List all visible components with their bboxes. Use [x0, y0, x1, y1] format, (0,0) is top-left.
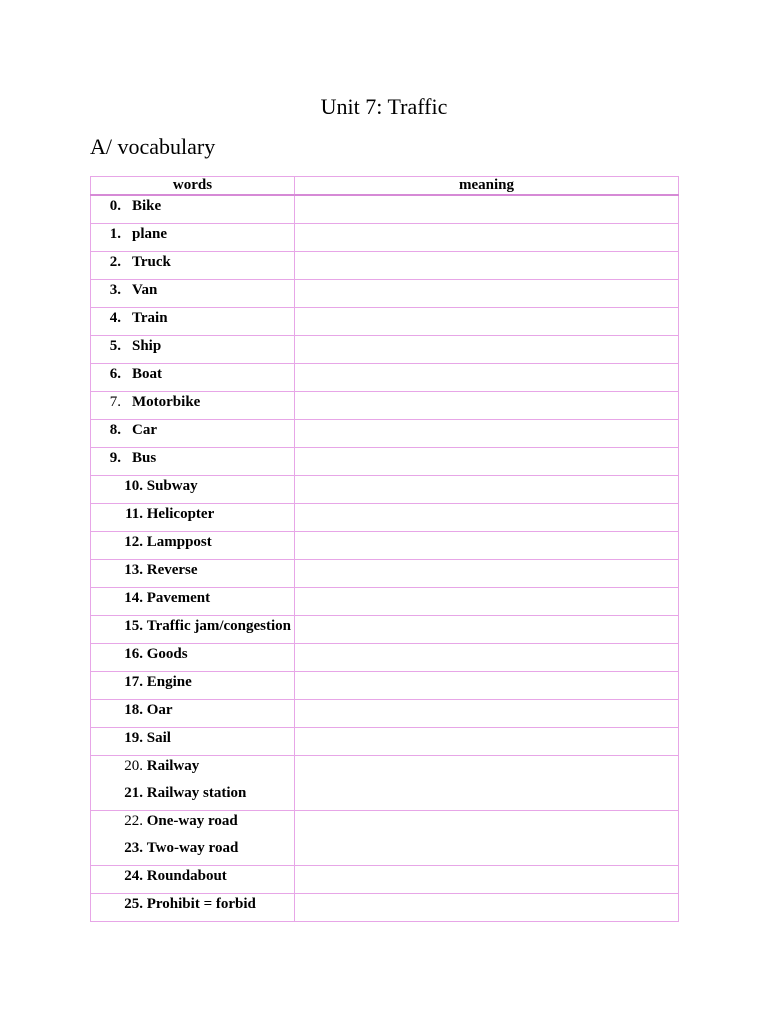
word-cell	[91, 672, 295, 700]
entry-word: Railway station	[143, 785, 247, 801]
vocab-entry	[91, 894, 294, 921]
vocab-entry	[91, 336, 294, 363]
header-words: words	[91, 177, 295, 196]
table-row	[91, 476, 679, 504]
meaning-cell[interactable]	[295, 448, 679, 476]
table-row	[91, 728, 679, 756]
vocab-entry	[91, 392, 294, 419]
table-row	[91, 252, 679, 280]
entry-number: 12.	[124, 534, 143, 550]
meaning-cell[interactable]	[295, 308, 679, 336]
word-cell	[91, 811, 295, 866]
vocab-entry	[91, 560, 294, 587]
entry-word: Two-way road	[143, 840, 239, 856]
entry-number: 20.	[124, 758, 143, 774]
vocab-entry	[91, 783, 294, 810]
entry-number: 11.	[125, 506, 143, 522]
table-row	[91, 448, 679, 476]
meaning-cell[interactable]	[295, 392, 679, 420]
meaning-cell[interactable]	[295, 420, 679, 448]
vocabulary-table	[90, 176, 679, 922]
word-cell	[91, 336, 295, 364]
entry-number: 4.	[109, 310, 121, 326]
table-row	[91, 672, 679, 700]
meaning-cell[interactable]	[295, 224, 679, 252]
entry-number: 2.	[109, 254, 121, 270]
table-row	[91, 308, 679, 336]
word-cell	[91, 588, 295, 616]
entry-word: One-way road	[143, 813, 238, 829]
meaning-cell[interactable]	[295, 616, 679, 644]
vocab-entry	[91, 280, 294, 307]
word-cell	[91, 560, 295, 588]
page-title: Unit 7: Traffic	[320, 94, 448, 119]
table-header-row	[91, 177, 679, 196]
entry-number: 22.	[124, 813, 143, 829]
meaning-cell[interactable]	[295, 672, 679, 700]
meaning-cell[interactable]	[295, 476, 679, 504]
table-row	[91, 392, 679, 420]
table-row	[91, 224, 679, 252]
table-row	[91, 588, 679, 616]
word-cell	[91, 476, 295, 504]
entry-number: 16.	[124, 646, 143, 662]
vocab-entry	[91, 532, 294, 559]
entry-word: Reverse	[143, 562, 198, 578]
word-cell	[91, 700, 295, 728]
word-cell	[91, 252, 295, 280]
entry-number: 14.	[124, 590, 143, 606]
entry-word: Helicopter	[143, 506, 215, 522]
meaning-cell[interactable]	[295, 588, 679, 616]
entry-number: 25.	[124, 896, 143, 912]
meaning-cell[interactable]	[295, 700, 679, 728]
meaning-cell[interactable]	[295, 728, 679, 756]
entry-word: Traffic jam/congestion	[143, 618, 292, 634]
entry-word: Boat	[132, 366, 162, 382]
entry-word: Prohibit = forbid	[143, 896, 256, 912]
word-cell	[91, 866, 295, 894]
vocab-entry	[91, 308, 294, 335]
table-row	[91, 420, 679, 448]
vocab-entry	[91, 364, 294, 391]
entry-word: Motorbike	[132, 394, 201, 410]
entry-number: 10.	[124, 478, 143, 494]
header-meaning: meaning	[295, 177, 679, 196]
vocab-entry	[91, 420, 294, 447]
meaning-cell[interactable]	[295, 894, 679, 922]
entry-number: 21.	[124, 785, 143, 801]
vocab-entry	[91, 224, 294, 251]
entry-word: Pavement	[143, 590, 211, 606]
vocab-entry	[91, 728, 294, 755]
entry-number: 1.	[109, 226, 121, 242]
entry-number: 17.	[124, 674, 143, 690]
meaning-cell[interactable]	[295, 504, 679, 532]
vocab-entry	[91, 866, 294, 893]
word-cell	[91, 280, 295, 308]
table-row	[91, 336, 679, 364]
section-heading: A/ vocabulary	[90, 134, 216, 159]
word-cell	[91, 392, 295, 420]
vocab-entry	[91, 700, 294, 727]
entry-number: 0.	[109, 198, 121, 214]
entry-word: Truck	[132, 254, 171, 270]
vocab-entry	[91, 811, 294, 838]
entry-word: Bus	[132, 450, 157, 466]
meaning-cell[interactable]	[295, 756, 679, 811]
meaning-cell[interactable]	[295, 364, 679, 392]
vocab-entry	[91, 644, 294, 671]
word-cell	[91, 195, 295, 224]
entry-word: Roundabout	[143, 868, 227, 884]
word-cell	[91, 756, 295, 811]
entry-word: Train	[132, 310, 168, 326]
table-body	[91, 195, 679, 922]
entry-word: Goods	[143, 646, 188, 662]
entry-number: 24.	[124, 868, 143, 884]
meaning-cell[interactable]	[295, 195, 679, 224]
table-row	[91, 560, 679, 588]
vocab-entry	[91, 196, 294, 223]
table-row	[91, 866, 679, 894]
entry-word: Oar	[143, 702, 173, 718]
entry-number: 5.	[109, 338, 121, 354]
word-cell	[91, 308, 295, 336]
word-cell	[91, 504, 295, 532]
table-row	[91, 644, 679, 672]
entry-word: Railway	[143, 758, 200, 774]
table-row	[91, 504, 679, 532]
word-cell	[91, 532, 295, 560]
vocab-entry	[91, 448, 294, 475]
word-cell	[91, 728, 295, 756]
meaning-cell[interactable]	[295, 866, 679, 894]
entry-number: 6.	[109, 366, 121, 382]
entry-word: Subway	[143, 478, 198, 494]
meaning-cell[interactable]	[295, 280, 679, 308]
vocab-entry	[91, 672, 294, 699]
entry-word: Lamppost	[143, 534, 212, 550]
vocab-entry	[91, 588, 294, 615]
table-row	[91, 195, 679, 224]
vocab-entry	[91, 756, 294, 783]
entry-word: plane	[132, 226, 168, 242]
entry-number: 8.	[109, 422, 121, 438]
vocab-entry	[91, 252, 294, 279]
meaning-cell[interactable]	[295, 644, 679, 672]
entry-word: Engine	[143, 674, 192, 690]
word-cell	[91, 224, 295, 252]
entry-number: 15.	[124, 618, 143, 634]
vocab-entry	[91, 616, 294, 643]
entry-number: 19.	[124, 730, 143, 746]
entry-word: Bike	[132, 198, 162, 214]
word-cell	[91, 894, 295, 922]
word-cell	[91, 364, 295, 392]
table-row	[91, 364, 679, 392]
table-row	[91, 616, 679, 644]
vocab-entry	[91, 476, 294, 503]
entry-number: 13.	[124, 562, 143, 578]
table-row	[91, 532, 679, 560]
word-cell	[91, 616, 295, 644]
entry-number: 7.	[109, 394, 121, 410]
table-row	[91, 894, 679, 922]
entry-number: 23.	[124, 840, 143, 856]
vocab-entry	[91, 504, 294, 531]
meaning-cell[interactable]	[295, 532, 679, 560]
table-row	[91, 811, 679, 866]
word-cell	[91, 448, 295, 476]
entry-number: 18.	[124, 702, 143, 718]
table-row	[91, 756, 679, 811]
vocab-entry	[91, 838, 294, 865]
meaning-cell[interactable]	[295, 560, 679, 588]
entry-number: 3.	[109, 282, 121, 298]
word-cell	[91, 420, 295, 448]
word-cell	[91, 644, 295, 672]
entry-word: Ship	[132, 338, 162, 354]
entry-word: Sail	[143, 730, 171, 746]
meaning-cell[interactable]	[295, 811, 679, 866]
meaning-cell[interactable]	[295, 336, 679, 364]
table-row	[91, 280, 679, 308]
meaning-cell[interactable]	[295, 252, 679, 280]
entry-number: 9.	[109, 450, 121, 466]
table-row	[91, 700, 679, 728]
entry-word: Car	[132, 422, 157, 438]
entry-word: Van	[132, 282, 158, 298]
